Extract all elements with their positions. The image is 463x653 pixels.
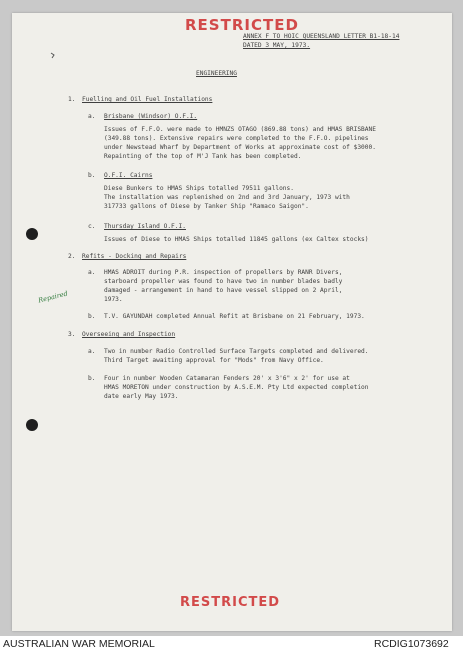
item-letter: a. bbox=[88, 348, 96, 355]
classification-bottom: RESTRICTED bbox=[180, 595, 281, 610]
item-line: HMAS ADROIT during P.R. inspection of propellers by RANR Divers, bbox=[104, 269, 343, 276]
item-line: under Newstead Wharf by Department of Works at approximate cost of $3000. bbox=[104, 144, 376, 151]
item-line: Diese Bunkers to HMAS Ships totalled 79511 gallons. bbox=[104, 185, 294, 192]
item-letter: b. bbox=[88, 313, 96, 320]
item-line: HMAS MORETON under construction by A.S.E.M. Pty Ltd expected completion bbox=[104, 384, 369, 391]
section-number: 2. bbox=[68, 253, 76, 260]
item-letter: c. bbox=[88, 223, 96, 230]
item-line: Issues of F.F.O. were made to HMNZS OTAGO (869.88 tons) and HMAS BRISBANE bbox=[104, 126, 376, 133]
item-line: T.V. GAYUNDAH completed Annual Refit at Brisbane on 21 February, 1973. bbox=[104, 313, 365, 320]
annex-date: DATED 3 MAY, 1973. bbox=[243, 42, 311, 49]
item-line: 317733 gallons of Diese by Tanker Ship "Ramaco Saigon". bbox=[104, 203, 309, 210]
document-page bbox=[12, 13, 452, 631]
record-id: RCDIG1073692 bbox=[374, 638, 449, 650]
classification-top: RESTRICTED bbox=[185, 16, 299, 34]
section-number: 3. bbox=[68, 331, 76, 338]
staple-mark-icon bbox=[50, 52, 57, 59]
item-line: date early May 1973. bbox=[104, 393, 179, 400]
section-number: 1. bbox=[68, 96, 76, 103]
item-heading: O.F.I. Cairns bbox=[104, 172, 153, 179]
item-line: starboard propeller was found to have two in number blades badly bbox=[104, 278, 343, 285]
item-line: Four in number Wooden Catamaran Fenders 20' x 3'6" x 2' for use at bbox=[104, 375, 350, 382]
item-line: 1973. bbox=[104, 296, 123, 303]
item-heading: Brisbane (Windsor) O.F.I. bbox=[104, 113, 198, 120]
section-heading: Fuelling and Oil Fuel Installations bbox=[82, 96, 213, 103]
archive-name: AUSTRALIAN WAR MEMORIAL bbox=[3, 638, 155, 650]
document-title: ENGINEERING bbox=[196, 70, 237, 77]
punch-hole-upper bbox=[26, 228, 38, 240]
punch-hole-lower bbox=[26, 419, 38, 431]
item-letter: b. bbox=[88, 172, 96, 179]
item-line: The installation was replenished on 2nd and 3rd January, 1973 with bbox=[104, 194, 350, 201]
item-heading: Thursday Island O.F.I. bbox=[104, 223, 186, 230]
item-line: Issues of Diese to HMAS Ships totalled 11845 gallons (ex Caltex stocks) bbox=[104, 236, 369, 243]
section-heading: Overseeing and Inspection bbox=[82, 331, 176, 338]
handwritten-annotation: Repaired bbox=[37, 289, 69, 305]
section-heading: Refits - Docking and Repairs bbox=[82, 253, 187, 260]
item-letter: a. bbox=[88, 269, 96, 276]
item-letter: a. bbox=[88, 113, 96, 120]
item-line: Two in number Radio Controlled Surface Targets completed and delivered. bbox=[104, 348, 369, 355]
item-line: Third Target awaiting approval for "Mods" from Navy Office. bbox=[104, 357, 324, 364]
item-line: Repainting of the top of M'J Tank has been completed. bbox=[104, 153, 302, 160]
annex-reference: ANNEX F TO HOIC QUEENSLAND LETTER B1-18-14 bbox=[243, 33, 400, 40]
item-line: (349.88 tons). Extensive repairs were completed to the F.F.O. pipelines bbox=[104, 135, 369, 142]
item-letter: b. bbox=[88, 375, 96, 382]
item-line: damaged - arrangement in hand to have vessel slipped on 2 April, bbox=[104, 287, 343, 294]
